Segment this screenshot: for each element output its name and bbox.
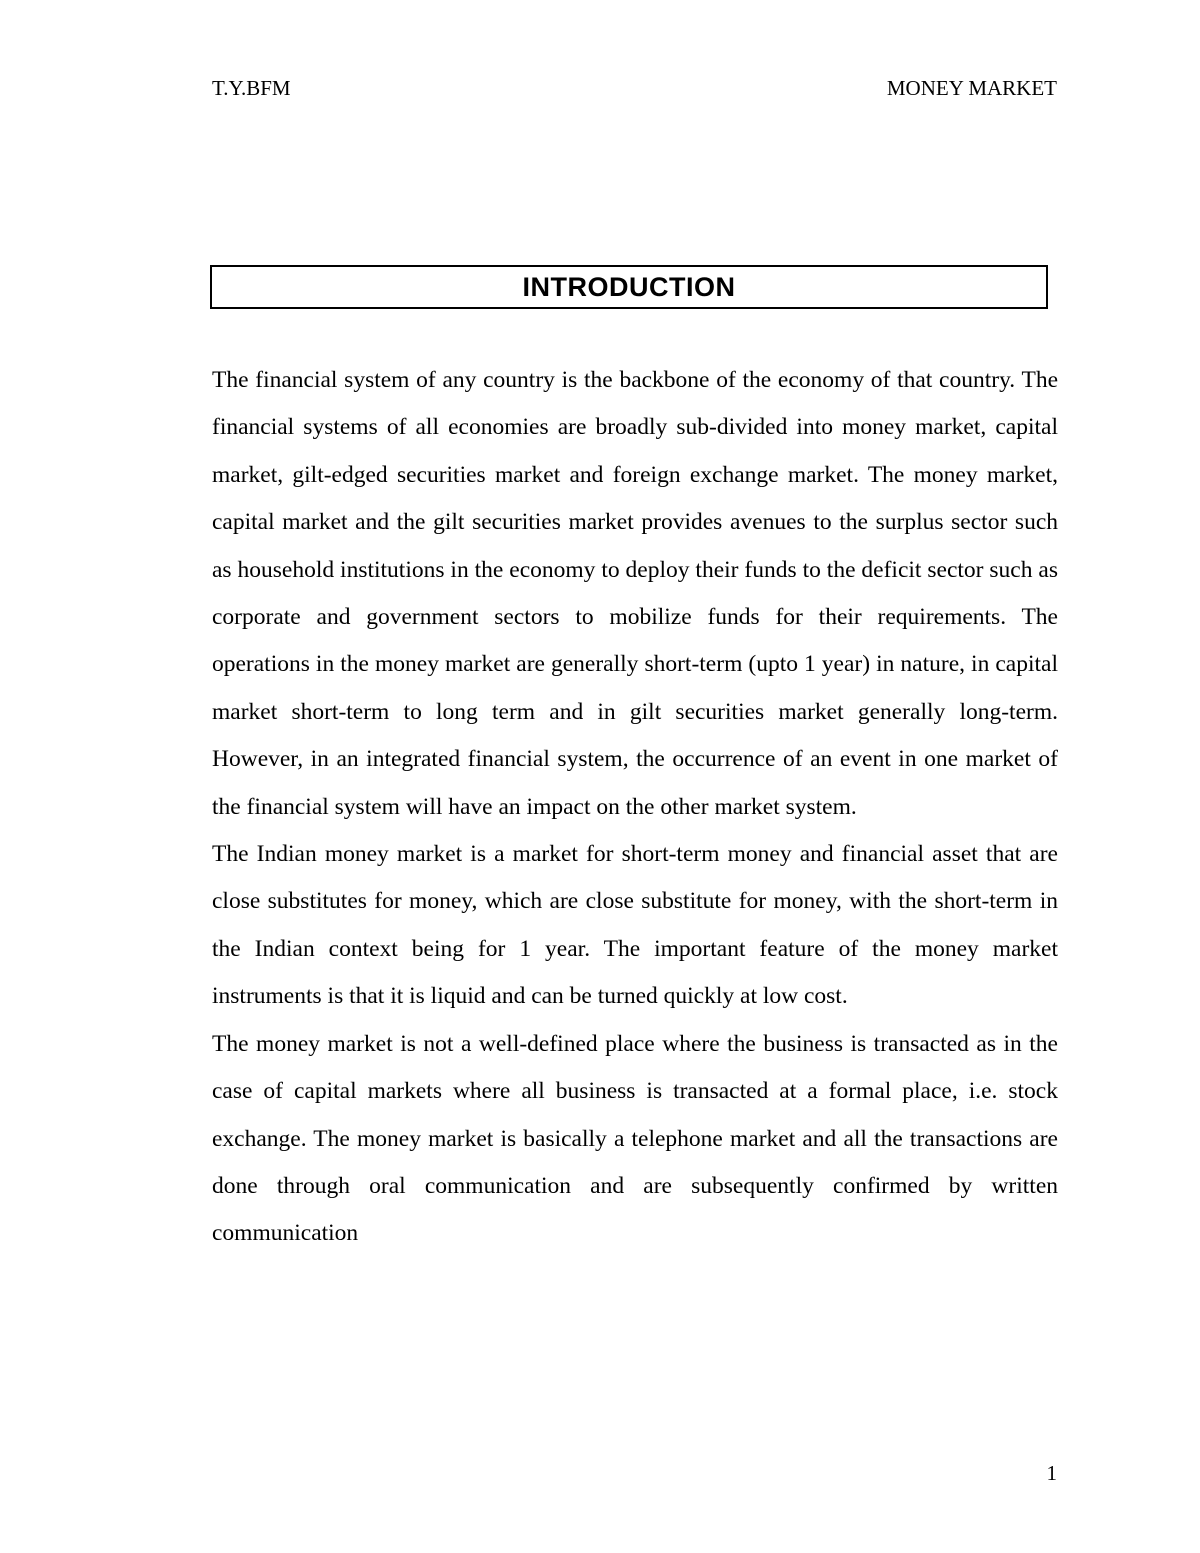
body-text — [212, 357, 1058, 1258]
section-title: INTRODUCTION — [522, 271, 736, 302]
section-title-box — [210, 265, 1048, 309]
paragraph-indian-money-market: The Indian money market is a market for short-term money and financial asset that are close substitutes for money, which are close substitute for money, with the short-term in the Indian context being for 1 year. The important feature of the money market instruments is that it is liquid and can be turned quickly at low cost. — [212, 841, 1058, 1010]
page-number: 1 — [1046, 1461, 1057, 1485]
paragraph-telephone-market: The money market is not a well-defined place where the business is transacted as in the case of capital markets where all business is transacted at a formal place, i.e. stock exchange. The money market is basically a telephone market and all the transactions are done through oral communication and are subsequently confirmed by written communication — [212, 1030, 1058, 1247]
paragraph-financial-system: The financial system of any country is the backbone of the economy of that country. The financial systems of all economies are broadly sub-divided into money market, capital market, gilt-edged securities market and foreign exchange market. The money market, capital market and the gilt securities market provides avenues to the surplus sector such as household institutions in the economy to deploy their funds to the deficit sector such as corporate and government sectors to mobilize funds for their requirements. The operations in the money market are generally short-term (upto 1 year) in nature, in capital market short-term to long term and in gilt securities market generally long-term. However, in an integrated financial system, the occurrence of an event in one market of the financial system will have an impact on the other market system. — [212, 367, 1058, 820]
header-subject: MONEY MARKET — [886, 76, 1057, 100]
header-course: T.Y.BFM — [212, 76, 291, 100]
